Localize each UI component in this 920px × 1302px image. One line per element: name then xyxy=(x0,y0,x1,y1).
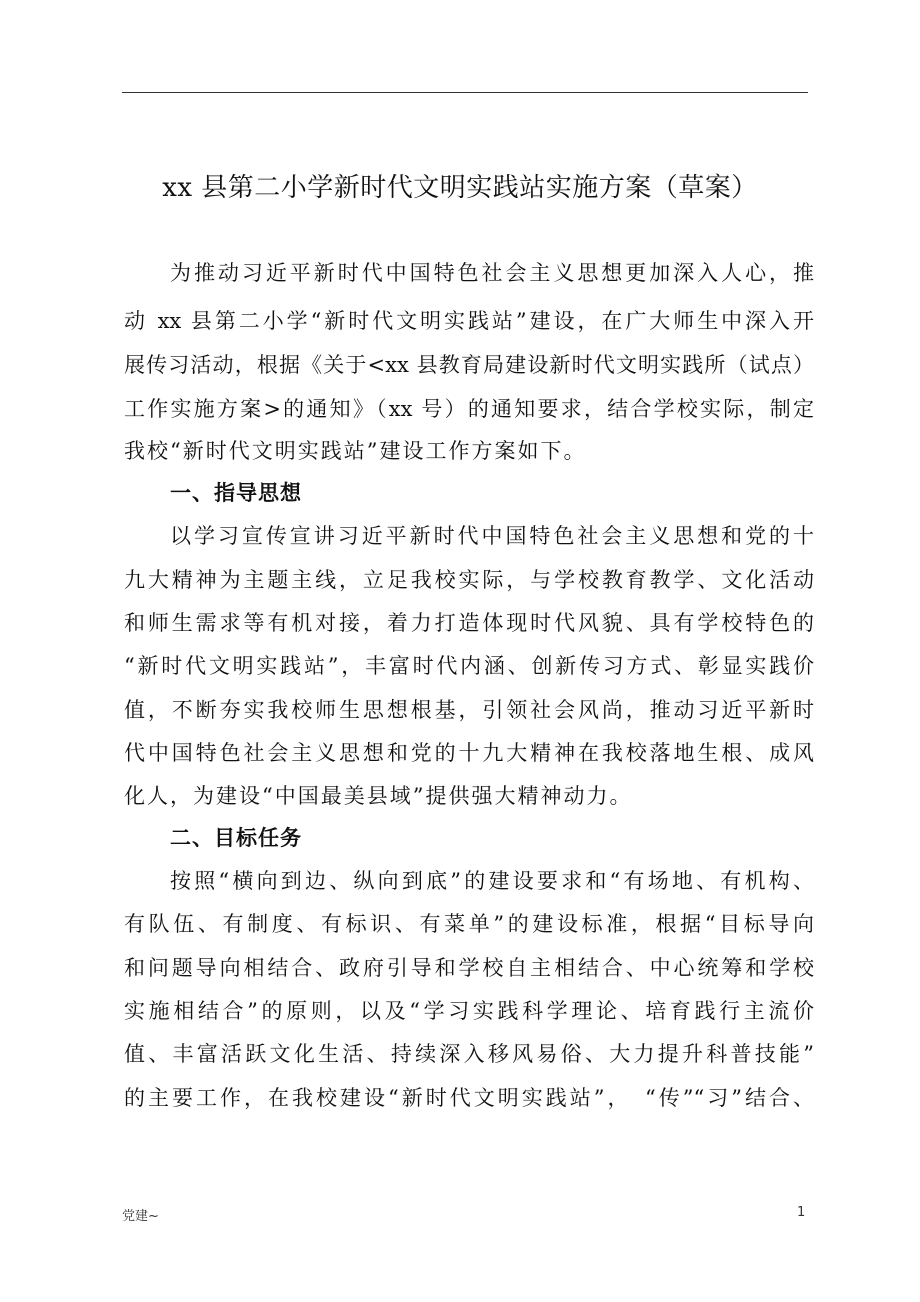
section1-line: 化人，为建设“中国最美县域”提供强大精神动力。 xyxy=(124,784,633,808)
section1-line: 代中国特色社会主义思想和党的十九大精神在我校落地生根、成风 xyxy=(124,741,814,765)
section2-line: 的主要工作，在我校建设“新时代文明实践站”， “传”“习”结合、 xyxy=(124,1086,814,1110)
section1-line: 九大精神为主题主线，立足我校实际，与学校教育教学、文化活动 xyxy=(124,568,814,592)
intro-line: 工作实施方案>的通知》（xx 号）的通知要求，结合学校实际，制定 xyxy=(124,397,814,421)
section2-line: 实施相结合”的原则，以及“学习实践科学理论、培育践行主流价 xyxy=(124,999,814,1023)
section-heading-goals-tasks: 二、目标任务 xyxy=(170,826,302,850)
section-heading-guiding-ideology: 一、指导思想 xyxy=(170,481,302,505)
intro-line: 我校“新时代文明实践站”建设工作方案如下。 xyxy=(124,439,587,463)
header-rule xyxy=(122,92,808,93)
section1-line: 以学习宣传宣讲习近平新时代中国特色社会主义思想和党的十 xyxy=(170,524,814,548)
section1-line: 和师生需求等有机对接，着力打造体现时代风貌、具有学校特色的 xyxy=(124,611,814,635)
page-number: 1 xyxy=(797,1205,806,1220)
section1-line: 值，不断夯实我校师生思想根基，引领社会风尚，推动习近平新时 xyxy=(124,698,814,722)
section2-line: 和问题导向相结合、政府引导和学校自主相结合、中心统筹和学校 xyxy=(124,956,814,980)
section1-line: “新时代文明实践站”，丰富时代内涵、创新传习方式、彰显实践价 xyxy=(124,654,814,678)
document-title: xx 县第二小学新时代文明实践站实施方案（草案） xyxy=(162,173,758,203)
footer-label: 党建~ xyxy=(122,1209,159,1224)
intro-line: 为推动习近平新时代中国特色社会主义思想更加深入人心，推 xyxy=(170,261,814,285)
intro-line: 动 xx 县第二小学“新时代文明实践站”建设，在广大师生中深入开 xyxy=(124,309,814,333)
section2-line: 按照“横向到边、纵向到底”的建设要求和“有场地、有机构、 xyxy=(170,869,814,893)
section2-line: 值、丰富活跃文化生活、持续深入移风易俗、大力提升科普技能” xyxy=(124,1042,814,1066)
section2-line: 有队伍、有制度、有标识、有菜单”的建设标准，根据“目标导向 xyxy=(124,912,814,936)
intro-line: 展传习活动，根据《关于<xx 县教育局建设新时代文明实践所（试点） xyxy=(124,353,814,377)
